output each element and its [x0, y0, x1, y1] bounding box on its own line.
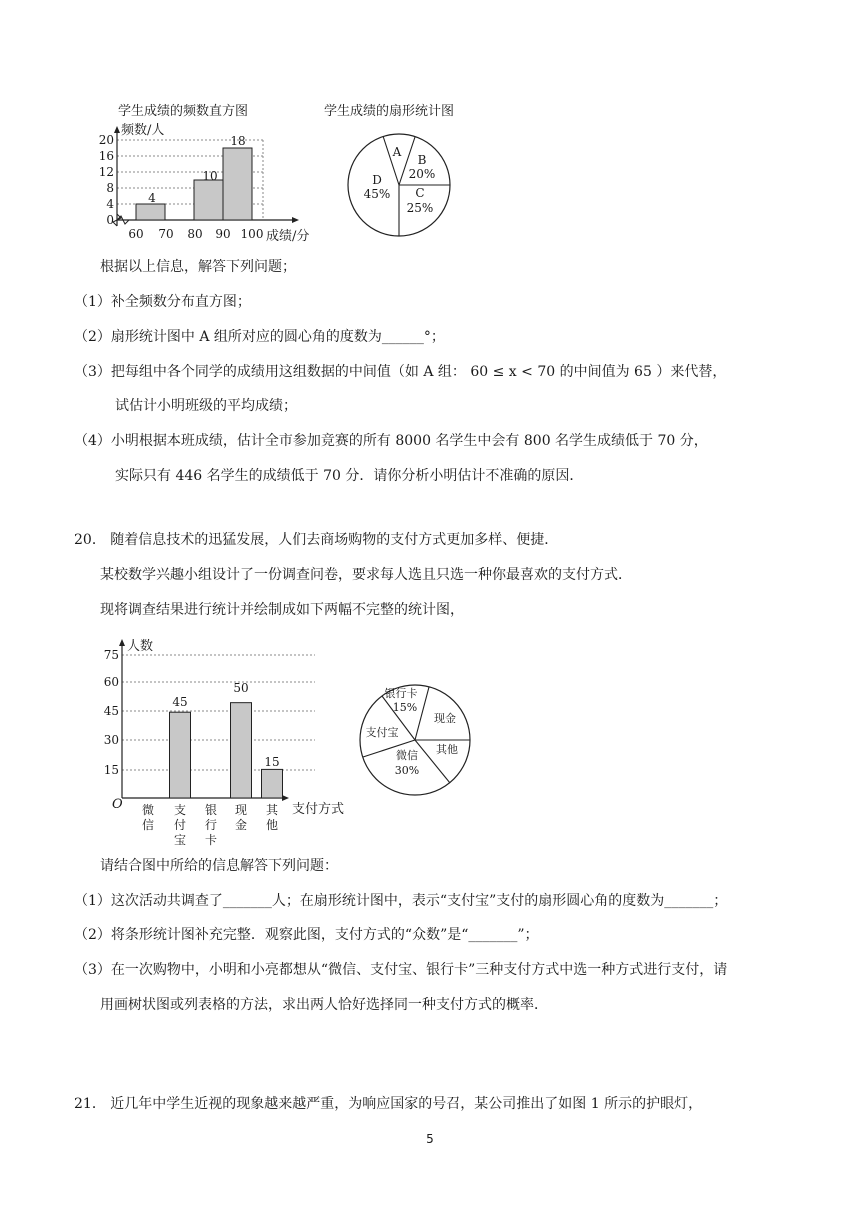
- category-label-char: 宝: [173, 833, 187, 847]
- q20-item-1: （1）这次活动共调查了_______人；在扇形统计图中，表示“支付宝”支付的扇形圆心角的度数为_______；: [74, 893, 728, 909]
- q19-item-3: （3）把每组中各个同学的成绩用这组数据的中间值（如 A 组： 60 ≤ x < 70 的中间值为 65 ）来代替，: [74, 364, 727, 380]
- x-axis-title: 成绩/分: [266, 229, 310, 244]
- y-axis-title: 人数: [127, 639, 154, 654]
- pie-label-cash: 现金: [434, 712, 456, 725]
- x-axis-title: 支付方式: [292, 802, 345, 817]
- payment-bar: [170, 712, 191, 798]
- category-label-char: 行: [204, 818, 218, 832]
- x-tick-label: 80: [187, 227, 203, 241]
- pie-label-c: C: [415, 186, 425, 200]
- pie-percent-d: 45%: [363, 187, 391, 201]
- y-tick-label: 75: [103, 648, 119, 662]
- category-label-char: 微: [141, 803, 155, 817]
- pie-label-bankcard: 银行卡: [384, 687, 418, 700]
- y-tick-label: 45: [103, 704, 119, 718]
- category-label-char: 他: [265, 818, 279, 832]
- origin-label: O: [112, 797, 123, 812]
- payment-bar-chart: [100, 636, 350, 848]
- category-label-char: 银: [204, 803, 218, 817]
- pie-percent-bankcard: 15%: [392, 701, 418, 714]
- bar-value-label: 50: [233, 681, 249, 695]
- y-tick-label: 20: [98, 133, 114, 147]
- q19-intro: 根据以上信息，解答下列问题；: [100, 259, 296, 275]
- histogram-bar: [136, 204, 165, 220]
- y-tick-label: 12: [98, 165, 114, 179]
- q20-intro: 请结合图中所给的信息解答下列问题：: [100, 858, 338, 874]
- q19-item-3-cont: 试估计小明班级的平均成绩；: [115, 398, 297, 414]
- x-tick-label: 70: [158, 227, 174, 241]
- pie-percent-b: 20%: [408, 167, 436, 181]
- score-histogram: [95, 122, 335, 244]
- category-label-char: 付: [173, 818, 187, 832]
- bar-value-label: 45: [172, 695, 188, 709]
- histogram-bar: [223, 148, 252, 220]
- q21-line: 21． 近几年中学生近视的现象越来越严重，为响应国家的号召，某公司推出了如图 1 所示的护眼灯，: [74, 1096, 703, 1112]
- q19-item-4-cont: 实际只有 446 名学生的成绩低于 70 分．请你分析小明估计不准确的原因．: [115, 468, 584, 484]
- histogram-caption: 学生成绩的频数直方图: [118, 104, 249, 119]
- y-tick-label: 8: [106, 181, 114, 195]
- pie-percent-c: 25%: [406, 201, 434, 215]
- page-number: 5: [426, 1132, 434, 1146]
- category-label-char: 其: [265, 803, 279, 817]
- bar-value-label: 18: [230, 134, 246, 148]
- x-tick-label: 90: [215, 227, 231, 241]
- y-tick-label: 16: [98, 149, 114, 163]
- payment-pie-chart: [355, 680, 475, 800]
- pie-caption: 学生成绩的扇形统计图: [324, 104, 455, 119]
- pie-percent-wechat: 30%: [394, 764, 420, 777]
- q20-line-2: 某校数学兴趣小组设计了一份调查问卷，要求每人选且只选一种你最喜欢的支付方式．: [100, 567, 632, 583]
- payment-bar: [231, 703, 252, 798]
- histogram-bar: [194, 180, 223, 220]
- y-tick-label: 60: [103, 675, 119, 689]
- q20-item-2: （2）将条形统计图补充完整．观察此图，支付方式的“众数”是“_______”；: [74, 927, 539, 943]
- y-tick-label: 15: [103, 763, 119, 777]
- pie-label-wechat: 微信: [396, 749, 418, 762]
- payment-bar: [262, 769, 283, 798]
- q19-item-2: （2）扇形统计图中 A 组所对应的圆心角的度数为______°；: [74, 329, 445, 345]
- q20-item-3: （3）在一次购物中，小明和小亮都想从“微信、支付宝、银行卡”三种支付方式中选一种方式进行支付，请: [74, 962, 728, 978]
- category-label-char: 金: [234, 818, 248, 832]
- q20-line-1: 20． 随着信息技术的迅猛发展，人们去商场购物的支付方式更加多样、便捷．: [74, 532, 559, 548]
- score-pie-chart: [340, 125, 460, 245]
- q20-line-3: 现将调查结果进行统计并绘制成如下两幅不完整的统计图，: [100, 602, 464, 618]
- q20-item-3-cont: 用画树状图或列表格的方法，求出两人恰好选择同一种支付方式的概率．: [100, 997, 548, 1013]
- x-tick-label: 60: [128, 227, 144, 241]
- pie-label-b: B: [417, 153, 427, 167]
- pie-label-alipay: 支付宝: [365, 726, 399, 739]
- y-tick-label: 0: [106, 213, 114, 227]
- bar-value-label: 15: [264, 755, 280, 769]
- bar-value-label: 4: [148, 191, 156, 205]
- y-tick-label: 4: [106, 197, 114, 211]
- pie-label-a: A: [392, 145, 402, 159]
- bar-value-label: 10: [202, 169, 218, 183]
- category-label-char: 卡: [204, 833, 218, 847]
- q19-item-1: （1）补全频数分布直方图；: [74, 294, 251, 310]
- category-label-char: 支: [173, 803, 187, 817]
- category-label-char: 现: [234, 803, 248, 817]
- pie-label-other: 其他: [436, 743, 458, 756]
- y-tick-label: 30: [103, 733, 119, 747]
- q19-item-4: （4）小明根据本班成绩，估计全市参加竞赛的所有 8000 名学生中会有 800 名学生成绩低于 70 分，: [74, 433, 708, 449]
- y-axis-title: 频数/人: [121, 123, 165, 138]
- category-label-char: 信: [141, 818, 155, 832]
- x-tick-label: 100: [240, 227, 264, 241]
- pie-label-d: D: [372, 173, 382, 187]
